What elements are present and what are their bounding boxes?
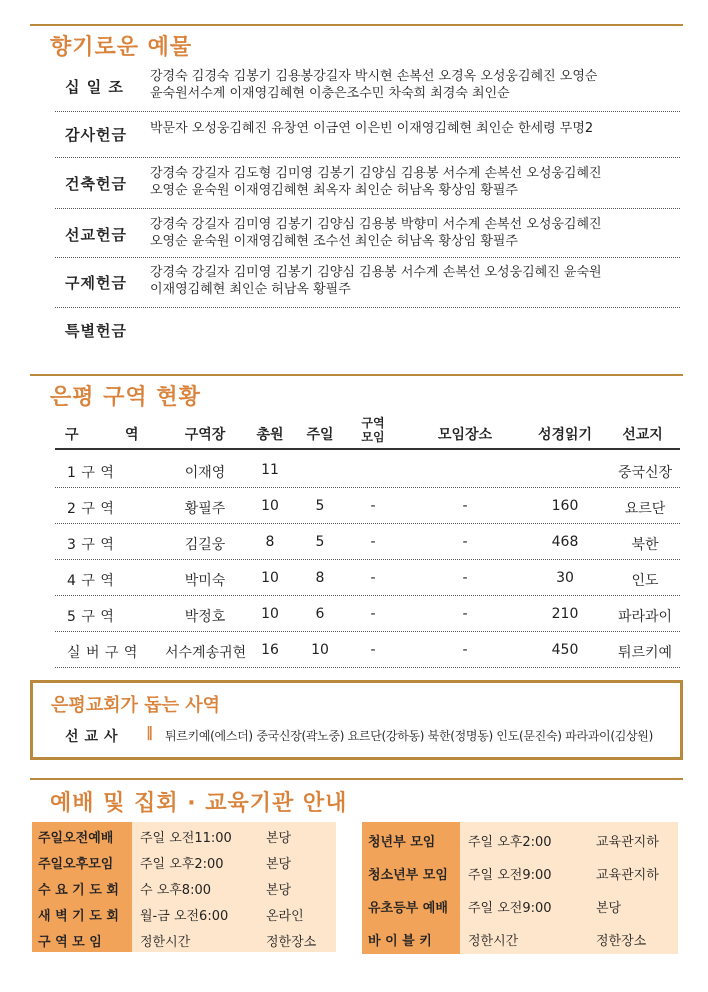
district-sunday: 6 <box>315 606 325 622</box>
schedule-time: 정한시간 <box>460 921 588 954</box>
district-mission: 북한 <box>631 537 659 553</box>
table-row <box>55 560 680 596</box>
schedule-row <box>32 926 336 952</box>
schedule-time: 주일 오전9:00 <box>460 888 588 921</box>
header-sunday: 주일 <box>306 427 334 443</box>
district-name: 3 구 역 <box>67 537 115 553</box>
district-leader: 이재영 <box>184 465 226 481</box>
district-leader: 김길웅 <box>184 537 226 553</box>
schedule-label: 구 역 모 임 <box>32 926 132 952</box>
schedule-left <box>32 822 337 952</box>
offering-row <box>55 159 680 209</box>
district-name: 5 구 역 <box>67 609 115 625</box>
offering-names-line: 박문자 오성웅김혜진 유창연 이금연 이은빈 이재영김혜현 최인순 한세령 무명2 <box>150 121 594 136</box>
header-leader: 구역장 <box>184 427 226 443</box>
header-mission: 선교지 <box>622 427 663 443</box>
offering-names-line: 강경숙 강길자 김도형 김미영 김봉기 김양심 김용봉 서수계 손복선 오성웅김혜진 <box>150 166 602 181</box>
district-name: 4 구 역 <box>67 573 115 589</box>
offering-names-line: 강경숙 강길자 김미영 김봉기 김양심 김용봉 박향미 서수계 손복선 오성웅김혜진 <box>150 217 602 232</box>
table-row <box>55 452 680 488</box>
schedule-row <box>362 855 678 888</box>
district-bible: 450 <box>551 642 579 658</box>
district-sunday: 10 <box>311 642 329 658</box>
district-total: 11 <box>261 462 279 478</box>
section-divider <box>30 24 683 26</box>
schedule-label: 바 이 블 키 <box>362 921 460 954</box>
section-divider <box>30 778 683 780</box>
district-mission: 인도 <box>631 573 659 589</box>
district-meeting: - <box>370 606 376 622</box>
mission-title: 은평교회가 돕는 사역 <box>51 695 221 716</box>
offering-label: 선교헌금 <box>65 226 127 244</box>
offerings-title: 향기로운 예물 <box>50 35 193 60</box>
district-bible: 30 <box>556 570 574 586</box>
district-name: 실 버 구 역 <box>67 645 138 661</box>
offering-names <box>150 264 670 298</box>
schedule-place: 정한장소 <box>588 921 678 954</box>
schedule-place: 본당 <box>258 874 336 900</box>
schedule-time: 수 오후8:00 <box>132 874 258 900</box>
schedule-label: 새 벽 기 도 회 <box>32 900 132 926</box>
district-leader: 서수계송귀현 <box>165 645 247 661</box>
district-name: 1 구 역 <box>67 465 115 481</box>
offering-label: 구제헌금 <box>65 274 127 292</box>
schedule-label: 주일오후모임 <box>32 848 132 874</box>
header-meeting: 구역 모임 <box>361 416 385 444</box>
district-bible: 468 <box>551 534 579 550</box>
missionary-label: 선교사 <box>65 729 124 745</box>
header-bible: 성경읽기 <box>537 427 593 443</box>
schedule-label: 청년부 모임 <box>362 822 460 855</box>
district-mission: 파라과이 <box>617 609 673 625</box>
schedule-row <box>32 848 336 874</box>
district-place: - <box>462 606 468 622</box>
offering-label: 특별헌금 <box>65 322 127 340</box>
schedule-time: 주일 오전9:00 <box>460 855 588 888</box>
schedule-right <box>362 822 680 952</box>
schedule-label: 유초등부 예배 <box>362 888 460 921</box>
district-bible: 210 <box>551 606 579 622</box>
section-divider <box>30 374 683 376</box>
table-row <box>55 488 680 524</box>
district-sunday: 5 <box>315 534 325 550</box>
offering-row <box>55 114 680 158</box>
district-place: - <box>462 570 468 586</box>
header-place: 모임장소 <box>437 427 493 443</box>
schedule-label: 주일오전예배 <box>32 822 132 848</box>
offering-names-line: 이재영김혜현 최인순 허남옥 황필주 <box>150 282 351 297</box>
district-place: - <box>462 534 468 550</box>
schedule-place: 본당 <box>588 888 678 921</box>
missionary-list: 튀르키예(에스더) 중국신장(곽노중) 요르단(강하동) 북한(정명동) 인도(문진숙) 파라과이(김상원) <box>165 729 653 743</box>
schedule-label: 수 요 기 도 회 <box>32 874 132 900</box>
district-total: 16 <box>261 642 279 658</box>
district-leader: 박정호 <box>184 609 226 625</box>
district-total: 10 <box>261 570 279 586</box>
schedule-place: 정한장소 <box>258 926 336 952</box>
header-yeok: 역 <box>125 427 139 443</box>
offering-names-line: 윤숙원서수계 이재영김혜현 이충은조수민 차숙희 최경숙 최인순 <box>150 86 510 101</box>
district-bible: 160 <box>551 498 579 514</box>
district-total: 10 <box>261 498 279 514</box>
schedule-place: 본당 <box>258 822 336 848</box>
offering-names <box>150 68 670 102</box>
table-row <box>55 596 680 632</box>
header-gu: 구 <box>65 427 79 443</box>
offering-row <box>55 210 680 258</box>
schedule-place: 교육관지하 <box>588 822 678 855</box>
offering-names <box>150 120 670 137</box>
district-total: 8 <box>265 534 275 550</box>
district-sunday: 5 <box>315 498 325 514</box>
schedule-time: 정한시간 <box>132 926 258 952</box>
district-name: 2 구 역 <box>67 501 115 517</box>
schedule-time: 주일 오전11:00 <box>132 822 258 848</box>
district-place: - <box>462 642 468 658</box>
offering-names-line: 오영순 윤숙원 이재영김혜현 최옥자 최인순 허남옥 황상임 황필주 <box>150 183 518 198</box>
schedule-label: 청소년부 모임 <box>362 855 460 888</box>
district-mission: 튀르키예 <box>617 645 673 661</box>
schedule-row <box>362 921 678 954</box>
offering-names-line: 오영순 윤숙원 이재영김혜현 조수선 최인순 허남옥 황상임 황필주 <box>150 234 518 249</box>
district-meeting: - <box>370 570 376 586</box>
table-row <box>55 524 680 560</box>
schedule-row <box>32 822 336 848</box>
offering-row <box>55 258 680 308</box>
offering-label: 건축헌금 <box>65 175 127 193</box>
header-total: 총원 <box>256 427 284 443</box>
district-mission: 중국신장 <box>617 465 673 481</box>
district-leader: 박미숙 <box>184 573 226 589</box>
separator-bar: ‖ <box>146 725 153 741</box>
schedule-place: 본당 <box>258 848 336 874</box>
schedule-place: 온라인 <box>258 900 336 926</box>
offering-label: 십 일 조 <box>65 78 124 96</box>
districts-title: 은평 구역 현황 <box>50 385 201 410</box>
table-row <box>55 632 680 668</box>
mission-box <box>30 680 683 760</box>
offering-row <box>55 308 680 352</box>
schedule-row <box>32 874 336 900</box>
schedule-row <box>32 900 336 926</box>
offering-names <box>150 165 670 199</box>
schedule-time: 주일 오후2:00 <box>132 848 258 874</box>
district-mission: 요르단 <box>624 501 666 517</box>
district-sunday: 8 <box>315 570 325 586</box>
district-total: 10 <box>261 606 279 622</box>
district-table <box>55 414 680 664</box>
offering-names-line: 강경숙 강길자 김미영 김봉기 김양심 김용봉 서수계 손복선 오성웅김혜진 윤숙원 <box>150 265 602 280</box>
schedule-title: 예배 및 집회 · 교육기관 안내 <box>50 791 348 816</box>
offering-label: 감사헌금 <box>65 126 127 144</box>
district-meeting: - <box>370 642 376 658</box>
offering-row <box>55 62 680 112</box>
district-meeting: - <box>370 498 376 514</box>
district-leader: 황필주 <box>184 501 226 517</box>
district-place: - <box>462 498 468 514</box>
table-header <box>55 414 680 450</box>
schedule-time: 주일 오후2:00 <box>460 822 588 855</box>
district-meeting: - <box>370 534 376 550</box>
schedule-time: 월-금 오전6:00 <box>132 900 258 926</box>
schedule-row <box>362 888 678 921</box>
schedule-row <box>362 822 678 855</box>
offering-names <box>150 216 670 250</box>
schedule-place: 교육관지하 <box>588 855 678 888</box>
offering-names-line: 강경숙 김경숙 김봉기 김용봉강길자 박시현 손복선 오경옥 오성웅김혜진 오영순 <box>150 69 598 84</box>
